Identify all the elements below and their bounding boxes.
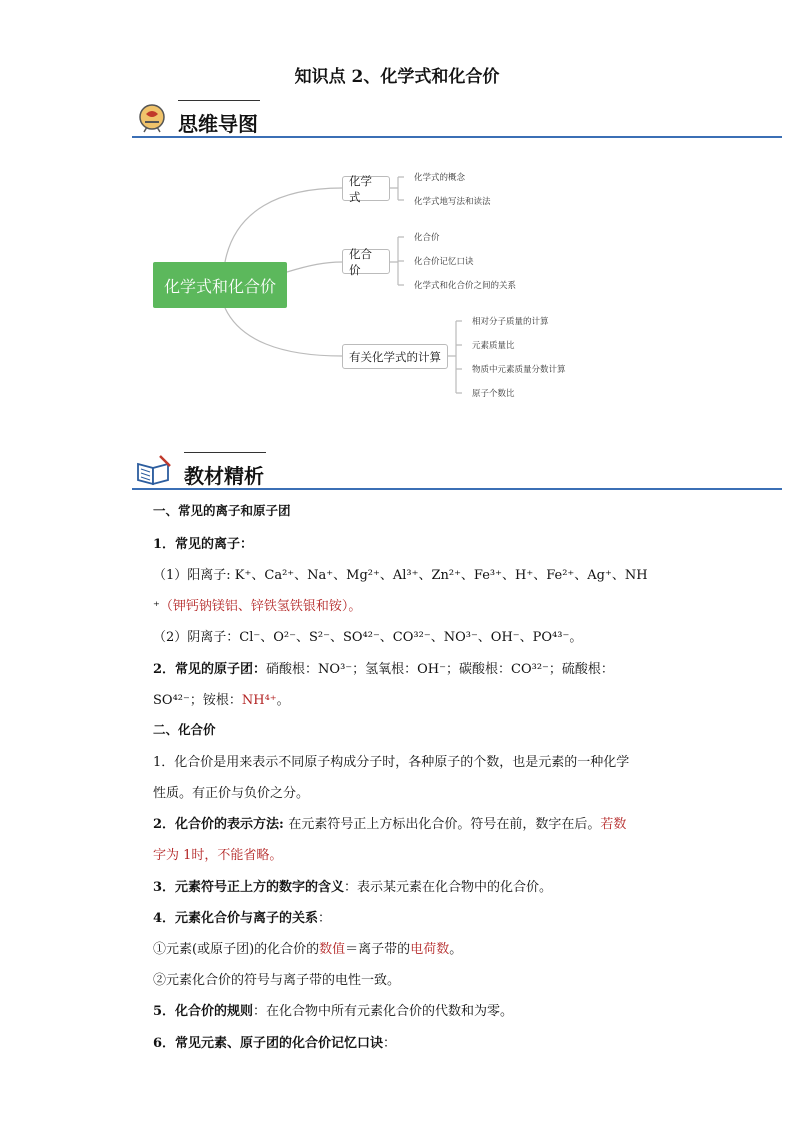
ammonium-label: 铵根： — [202, 693, 242, 708]
para-title: 5．化合价的规则 — [153, 1004, 254, 1019]
heading-ions: 一、常见的离子和原子团 — [153, 503, 291, 518]
rule-text: ：在化合物中所有元素化合价的代数和为零。 — [253, 1004, 514, 1019]
mindmap-root-node: 化学式和化合价 — [153, 262, 287, 308]
para-cations-cont — [153, 595, 361, 614]
relation-a-text: ①元素(或原子团)的化合价的 — [153, 942, 320, 957]
heading-valence: 二、化合价 — [153, 722, 216, 737]
para-relation-b: ②元素化合价的符号与离子带的电性一致。 — [153, 973, 401, 988]
colon: ： — [383, 1036, 397, 1051]
para-valence-rule — [153, 1000, 513, 1019]
notation-note: 若数 — [600, 817, 627, 832]
mindmap-leaf: 原子个数比 — [472, 389, 515, 399]
para-title: 1．常见的离子： — [153, 537, 254, 552]
mindmap-leaf: 相对分子质量的计算 — [472, 317, 549, 327]
mindmap-section-header — [132, 100, 782, 140]
para-common-ions-title — [153, 533, 253, 552]
mindmap-leaf: 化学式和化合价之间的关系 — [414, 281, 517, 291]
colon: ： — [318, 911, 332, 926]
para-valence-notation-cont: 字为 1时，不能省略。 — [153, 848, 283, 863]
mindmap-leaf: 化学式地写法和读法 — [414, 197, 491, 207]
para-valence-ion-relation — [153, 907, 331, 926]
para-cations — [153, 564, 648, 583]
brain-head-icon — [136, 102, 168, 134]
para-title: 2．常见的原子团： — [153, 662, 267, 677]
para-title: 6．常见元素、原子团的化合价记忆口诀 — [153, 1036, 384, 1051]
cation-label: （1）阳离子: — [153, 568, 235, 583]
relation-a-highlight: 数值 — [319, 942, 346, 957]
mind-map — [150, 160, 590, 410]
ammonium-formula: NH⁴⁺ — [241, 693, 277, 708]
para-radicals — [153, 658, 614, 677]
para-valence-meaning — [153, 876, 552, 895]
notation-text: 在元素符号正上方标出化合价。符号在前，数字在后。 — [288, 817, 601, 832]
mindmap-leaf: 化合价记忆口诀 — [414, 257, 474, 267]
para-valence-notation — [153, 813, 626, 832]
mindmap-leaf: 物质中元素质量分数计算 — [472, 365, 566, 375]
para-valence-def-cont: 性质。有正价与负价之分。 — [153, 786, 310, 801]
mindmap-leaf: 化合价 — [414, 233, 440, 243]
para-title: 3．元素符号正上方的数字的含义 — [153, 880, 345, 895]
analysis-section-header — [132, 452, 782, 492]
radicals-line2: SO⁴²⁻； — [153, 693, 203, 708]
para-title: 4．元素化合价与离子的关系 — [153, 911, 319, 926]
header-top-rule — [184, 452, 266, 453]
cation-list: K⁺、Ca²⁺、Na⁺、Mg²⁺、Al³⁺、Zn²⁺、Fe³⁺、H⁺、Fe²⁺、Ag⁺、NH — [234, 568, 648, 583]
para-valence-def: 1．化合价是用来表示不同原子构成分子时，各种原子的个数，也是元素的一种化学 — [153, 755, 630, 770]
para-title: 2．化合价的表示方法: — [153, 817, 289, 832]
para-mnemonic — [153, 1032, 396, 1051]
header-bottom-rule — [132, 136, 782, 138]
radicals-line1: 硝酸根：NO³⁻；氢氧根：OH⁻；碳酸根：CO³²⁻；硫酸根： — [266, 662, 614, 677]
page-title: 知识点 2、化学式和化合价 — [294, 67, 500, 87]
para-relation-a — [153, 938, 462, 957]
para-anions — [153, 626, 582, 645]
relation-a-text: ＝离子带的 — [345, 942, 411, 957]
mindmap-branch-valence: 化合价 — [342, 249, 390, 274]
radicals-end: 。 — [276, 693, 290, 708]
anion-list: Cl⁻、O²⁻、S²⁻、SO⁴²⁻、CO³²⁻、NO³⁻、OH⁻、PO⁴³⁻。 — [239, 630, 583, 645]
mindmap-branch-calculation: 有关化学式的计算 — [342, 344, 448, 369]
cation-tail: ⁺ — [153, 599, 160, 614]
mindmap-leaf: 元素质量比 — [472, 341, 515, 351]
header-top-rule — [178, 100, 260, 101]
meaning-text: ：表示某元素在化合物中的化合价。 — [344, 880, 553, 895]
mindmap-branch-formula: 化学式 — [342, 176, 390, 201]
relation-a-text: 。 — [449, 942, 463, 957]
cation-mnemonic: （钾钙钠镁铝、锌铁氢铁银和铵）。 — [159, 599, 362, 614]
analysis-heading: 教材精析 — [184, 464, 264, 488]
mindmap-heading: 思维导图 — [178, 112, 258, 136]
header-bottom-rule — [132, 488, 782, 490]
anion-label: （2）阴离子： — [153, 630, 240, 645]
relation-a-highlight: 电荷数 — [410, 942, 450, 957]
mindmap-leaf: 化学式的概念 — [414, 173, 466, 183]
para-radicals-cont — [153, 689, 290, 708]
open-book-icon — [136, 454, 172, 486]
